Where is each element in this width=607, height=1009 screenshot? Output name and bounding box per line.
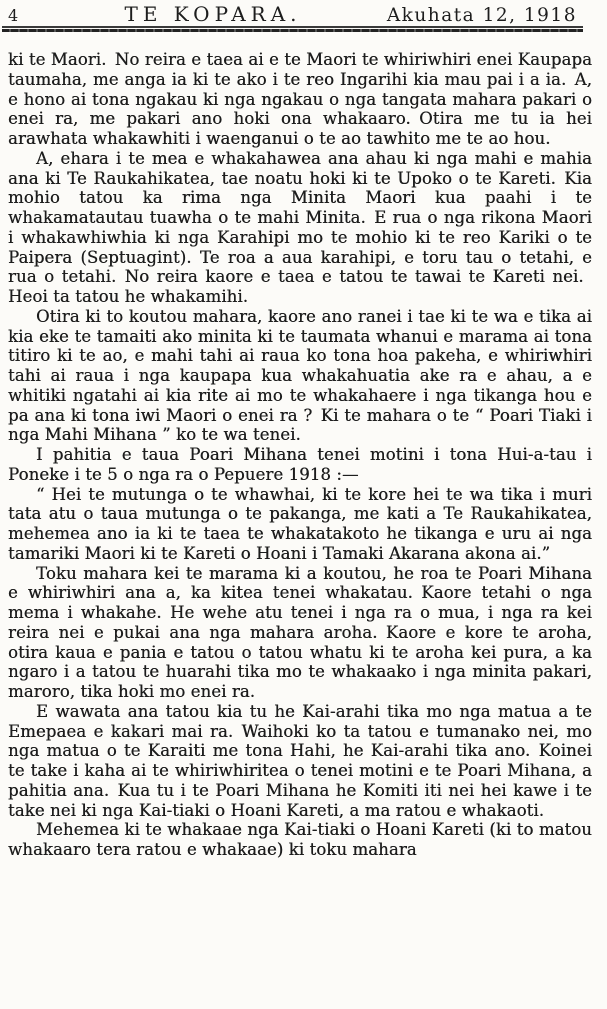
paragraph: Mehemea ki te whakaae nga Kai-tiaki o Hoani Kareti (ki to matou whakaaro tera ratou e whakaae) ki toku mahara [8,820,592,859]
page-number: 4 [8,6,20,25]
paragraph: Otira ki to koutou mahara, kaore ano ranei i tae ki te wa e tika ai kia eke te tamaiti ako minita ki te taumata whanui e marama ai tona titiro ki te ao, e mahi tahi ai raua ko tona hoa pakeha, e whiriwhiri tahi ai raua i nga kaupapa kua whakahuatia ake ra e ahau, a e whitiki ngatahi ai kia rite ai mo te whakahaere i nga tikanga hou e pa ana ki tona iwi Maori o enei ra ? Ki te mahara o te “ Poari Tiaki i nga Mahi Mihana ” ko te wa tenei. [8,306,592,445]
article-body [8,50,592,860]
paragraph-quotation: “ Hei te mutunga o te whawhai, ki te kore hei te wa tika i muri tata atu o taua mutunga o te pakanga, me kati a Te Raukahikatea, mehemea ano ia ki te taea te whakatakoto he tikanga e uru ai nga tamariki Maori ki te Kareti o Hoani i Tamaki Akarana akona ai.” [8,484,592,563]
paragraph: E wawata ana tatou kia tu he Kai-arahi tika mo nga matua a te Emepaea e kakari mai ra. Waihoki ko ta tatou e tumanako nei, mo nga matua o te Karaiti me tona Hahi, he Kai-arahi tika ano. Koinei te take i kaha ai te whiriwhiritea o tenei motini e te Poari Mihana, a pahitia ana. Kua tu i te Poari Mihana he Komiti iti nei hei kawe i te take nei ki nga Kai-tiaki o Hoani Kareti, a ma ratou e whakaoti. [8,701,592,820]
masthead [0,0,607,24]
issue-date: Akuhata 12, 1918 [386,5,577,26]
paragraph: A, ehara i te mea e whakahawea ana ahau ki nga mahi e mahia ana ki Te Raukahikatea, tae noatu hoki ki te Upoko o te Kareti. Kia mohio tatou ka rima nga Minita Maori kua paahi i te whakamatautau tuawha o te mahi Minita. E rua o nga rikona Maori i whakawhiwhia ki nga Karahipi mo te mohio ki te reo Kariki o te Paipera (Septuagint). Te roa a aua karahipi, e toru tau o tetahi, e rua o tetahi. No reira kaore e taea e tatou te tawai te Kareti nei. Heoi ta tatou he whakamihi. [8,148,592,306]
paragraph: Toku mahara kei te marama ki a koutou, he roa te Poari Mihana e whiriwhiri ana a, ka kitea tenei whakatau. Kaore tetahi o nga mema i whakahe. He wehe atu tenei i nga ra o mua, i nga ra kei reira nei e pukai ana nga mahara aroha. Kaore e kore te aroha, otira kaua e pania e tatou o tatou whatu ki te aroha kei pura, a ka ngaro i a tatou te huarahi tika mo te whakaako i nga minita pakari, maroro, tika hoki mo enei ra. [8,563,592,701]
paragraph: I pahitia e taua Poari Mihana tenei motini i tona Hui-a-tau i Poneke i te 5 o nga ra o Pepuere 1918 :— [8,445,592,484]
masthead-rule-thick [2,29,583,32]
paragraph-continued: ki te Maori. No reira e taea ai e te Maori te whiriwhiri enei Kaupapa taumaha, me anga ia ki te ako i te reo Ingarihi kia mau pai i a ia. A, e hono ai tona ngakau ki nga ngakau o nga tangata mahara pakari o enei ra, me pakari ano hoki ona whakaaro. Otira me tu ia hei arawhata whakawhiti i waenganui o te ao tawhito me te ao hou. [8,50,592,148]
publication-title: TE KOPARA. [124,2,302,26]
masthead-rule-thin [2,26,583,28]
